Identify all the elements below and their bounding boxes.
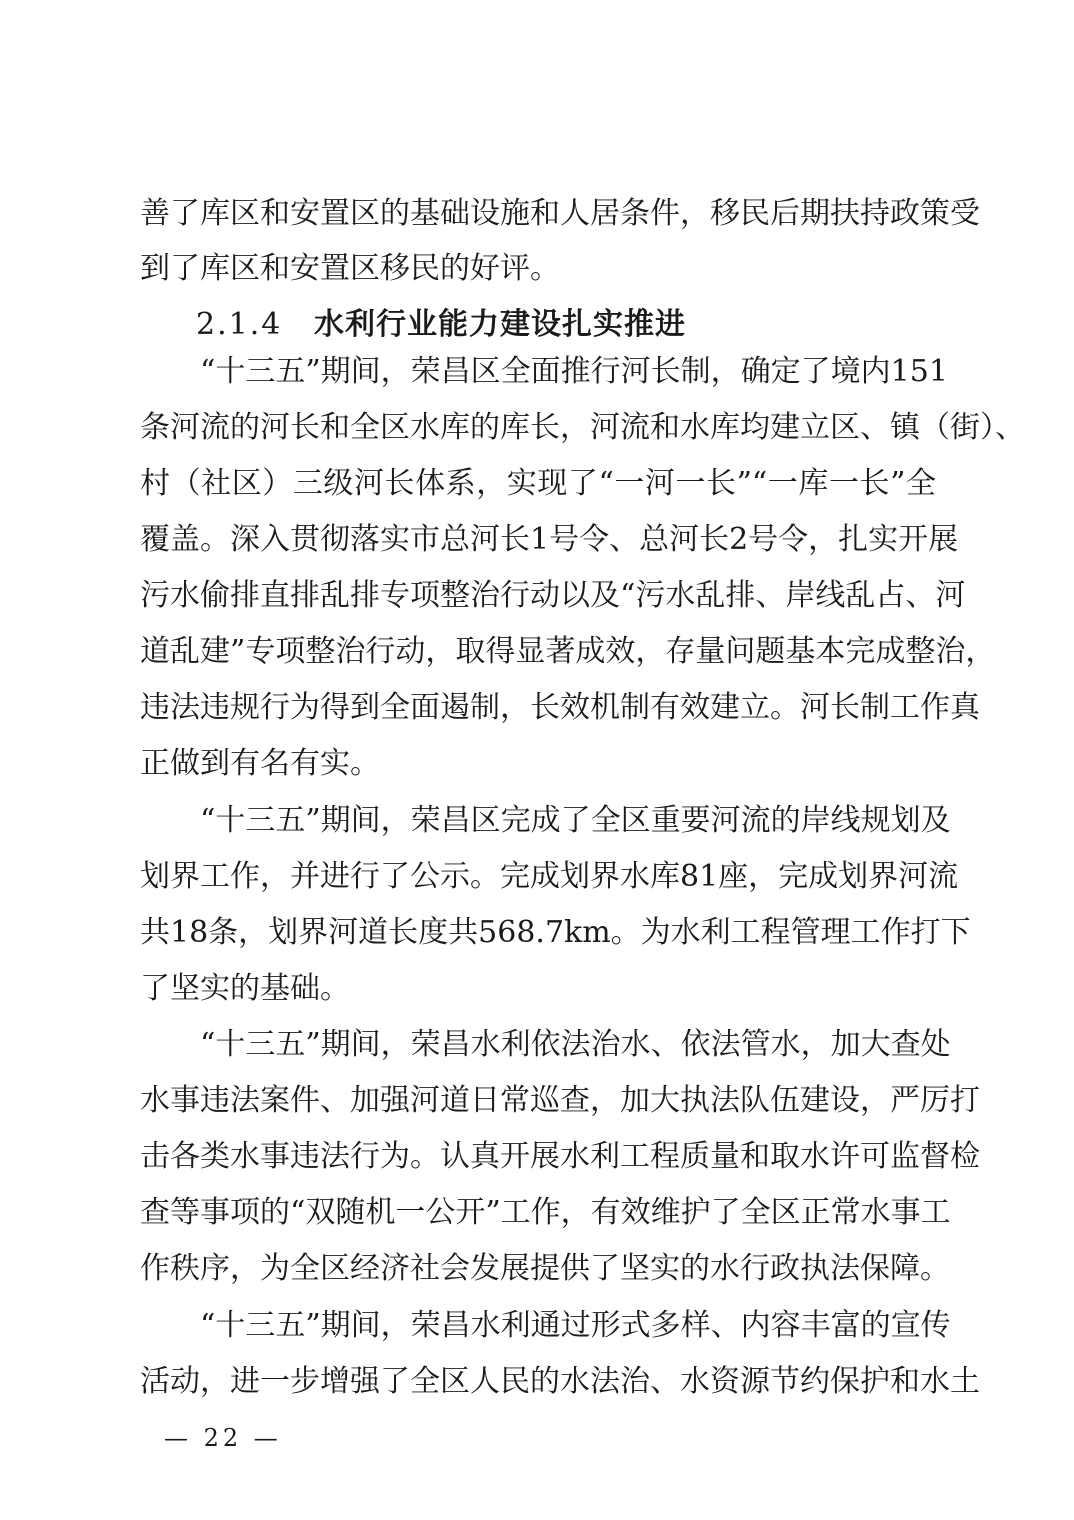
paragraph-line: 道乱建”专项整治行动，取得显著成效，存量问题基本完成整治，	[140, 634, 996, 669]
paragraph-line: “十三五”期间，荣昌区全面推行河长制，确定了境内151	[200, 354, 948, 389]
paragraph-line: “十三五”期间，荣昌水利依法治水、依法管水，加大查处	[200, 1027, 951, 1062]
paragraph-line: 活动，进一步增强了全区人民的水法治、水资源节约保护和水土	[140, 1364, 980, 1399]
paragraph-line: 条河流的河长和全区水库的库长，河流和水库均建立区、镇（街）、	[140, 410, 1025, 445]
paragraph-line: 击各类水事违法行为。认真开展水利工程质量和取水许可监督检	[140, 1139, 980, 1174]
paragraph-line: 共18条，划界河道长度共568.7km。为水利工程管理工作打下	[140, 915, 971, 950]
paragraph-line: 划界工作，并进行了公示。完成划界水库81座，完成划界河流	[140, 859, 959, 894]
paragraph-line: 水事违法案件、加强河道日常巡查，加大执法队伍建设，严厉打	[140, 1083, 980, 1118]
section-number: 2.1.4	[196, 307, 283, 342]
paragraph-line: 污水偷排直排乱排专项整治行动以及“污水乱排、岸线乱占、河	[140, 578, 966, 613]
paragraph-line: “十三五”期间，荣昌区完成了全区重要河流的岸线规划及	[200, 803, 951, 838]
paragraph-line: 作秩序，为全区经济社会发展提供了坚实的水行政执法保障。	[140, 1251, 950, 1286]
paragraph-line: 正做到有名有实。	[140, 746, 380, 781]
paragraph-line: 覆盖。深入贯彻落实市总河长1号令、总河长2号令，扎实开展	[140, 522, 959, 557]
page-number: — 22 —	[164, 1424, 282, 1452]
paragraph-line: 查等事项的“双随机一公开”工作，有效维护了全区正常水事工	[140, 1195, 951, 1230]
paragraph-line: 善了库区和安置区的基础设施和人居条件，移民后期扶持政策受	[140, 196, 980, 231]
section-title: 水利行业能力建设扎实推进	[314, 307, 686, 342]
paragraph-line: 违法违规行为得到全面遏制，长效机制有效建立。河长制工作真	[140, 690, 980, 725]
paragraph-line: 村（社区）三级河长体系，实现了“一河一长”“一库一长”全	[140, 466, 936, 501]
paragraph-line: “十三五”期间，荣昌水利通过形式多样、内容丰富的宣传	[200, 1308, 951, 1343]
paragraph-line: 了坚实的基础。	[140, 971, 350, 1006]
paragraph-line: 到了库区和安置区移民的好评。	[140, 251, 560, 286]
